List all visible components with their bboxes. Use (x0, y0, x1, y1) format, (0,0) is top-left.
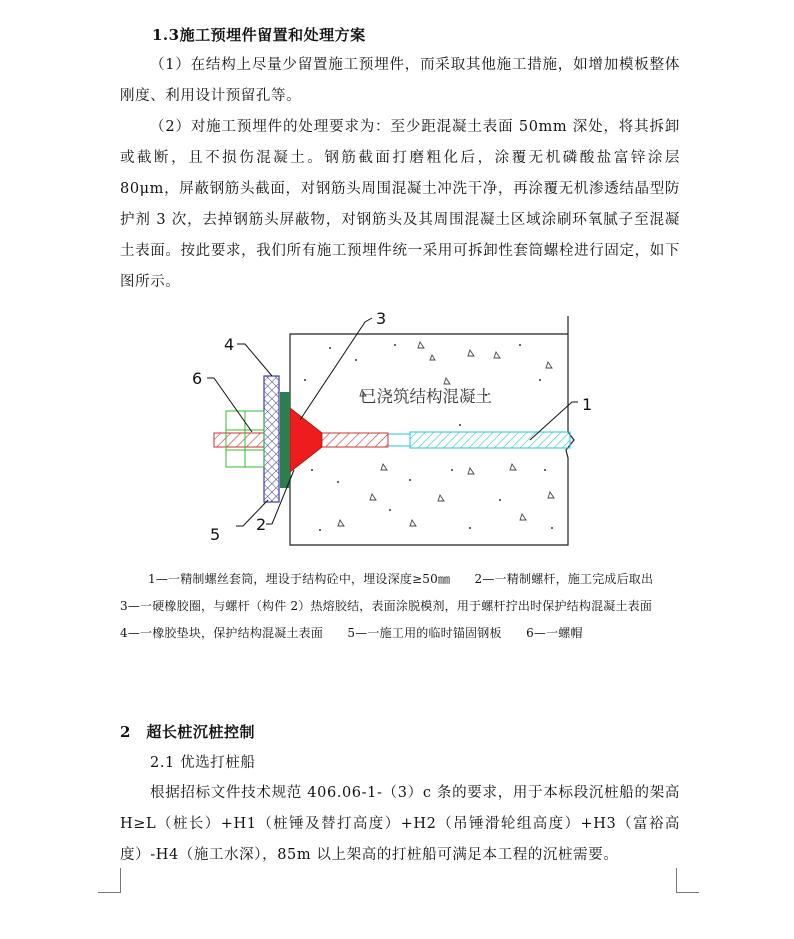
page-corner-mark-left (98, 868, 121, 893)
page-corner-mark-right (676, 868, 699, 893)
paragraph-2: （2）对施工预埋件的处理要求为：至少距混凝土表面 50mm 深处，将其拆卸或截断，且不损伤混凝土。钢筋截面打磨粗化后，涂覆无机磷酸盐富锌涂层 80μm，屏蔽钢筋头截面，对钢筋头周围混凝土冲洗干净，再涂覆无机渗透结晶型防护剂 3 次，去掉钢筋头屏蔽物，对钢筋头及其周围混凝土区域涂刷环氧腻子至混凝土表面。按此要求，我们所有施工预埋件统一采用可拆卸性套筒螺栓进行固定，如下图所示。 (120, 119, 680, 290)
callout-2: 2 (256, 515, 267, 534)
threaded-sleeve (410, 432, 570, 448)
callout-1: 1 (582, 395, 593, 414)
callout-3: 3 (376, 309, 387, 328)
figure-caption: 1—一精制螺丝套筒，埋设于结构砼中，埋设深度≥50㎜ 2—一精制螺杆，施工完成后取出 3—一硬橡胶圈，与螺杆（构件 2）热熔胶结，表面涂脱模剂，用于螺杆拧出时保护结构混凝土表面 4—一橡胶垫块，保护结构混凝土表面 5—一施工用的临时锚固钢板 6—一螺帽 (120, 572, 678, 640)
callout-5: 5 (210, 525, 221, 544)
rubber-ring (290, 408, 322, 472)
rubber-pad (280, 392, 290, 488)
callout-6: 6 (192, 369, 203, 388)
paragraph-3: 根据招标文件技术规范 406.06-1-（3）c 条的要求，用于本标段沉桩船的架高 H≥L（桩长）+H1（桩锤及替打高度）+H2（吊锤滑轮组高度）+H3（富裕高度）-H4（施工水深），85m 以上架高的打桩船可满足本工程的沉桩需要。 (120, 785, 680, 863)
section-heading-1-3: 1.3施工预埋件留置和处理方案 (152, 26, 366, 44)
concrete-block-outline (290, 316, 574, 545)
section-heading-2: 2 超长桩沉桩控制 (120, 723, 255, 741)
leader-lines (207, 318, 578, 526)
callout-4: 4 (224, 335, 235, 354)
paragraph-1: （1）在结构上尽量少留置施工预埋件，而采取其他施工措施，如增加模板整体刚度、利用设计预留孔等。 (120, 57, 680, 104)
concrete-label: 已浇筑结构混凝土 (360, 387, 492, 406)
subsection-heading-2-1: 2.1 优选打桩船 (150, 755, 256, 771)
